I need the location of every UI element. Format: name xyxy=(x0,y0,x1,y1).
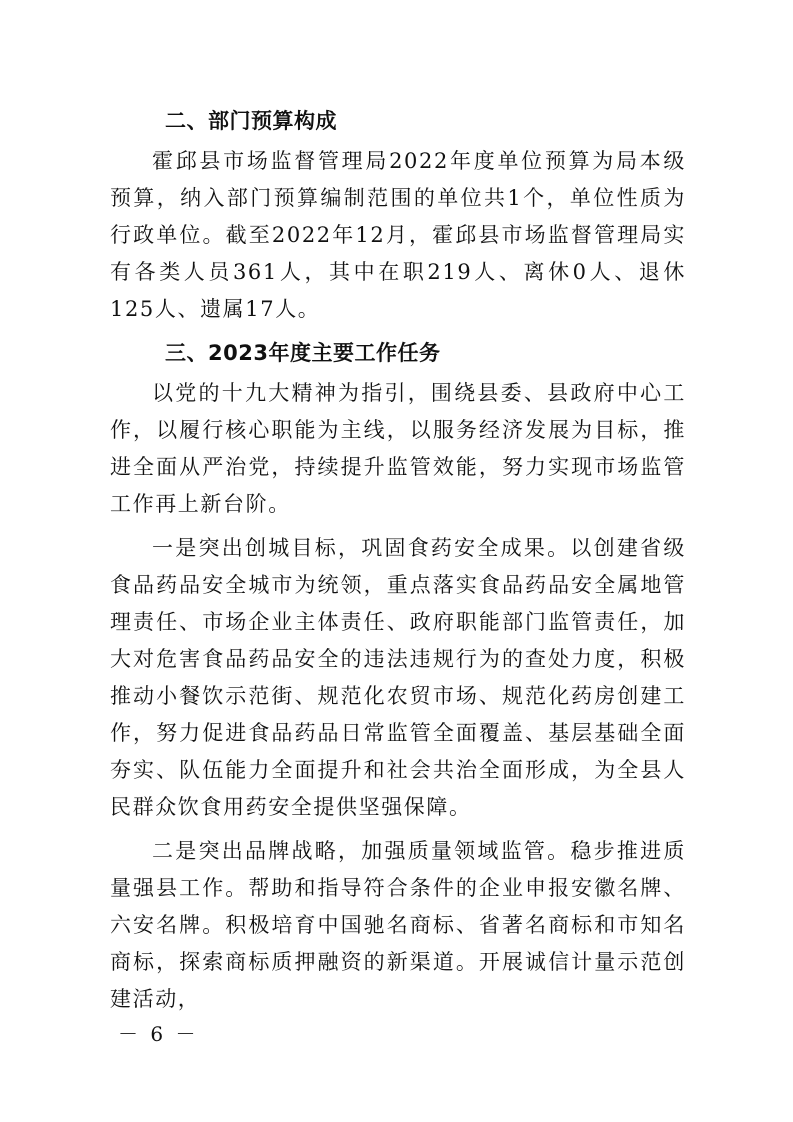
paragraph-guideline: 以党的十九大精神为指引，围绕县委、县政府中心工作，以履行核心职能为主线，以服务经济发展为目标，推进全面从严治党，持续提升监管效能，努力实现市场监管工作再上新台阶。 xyxy=(110,381,686,516)
document-body xyxy=(110,103,686,1025)
page-number: － 6 － xyxy=(118,1022,199,1046)
section-heading-main-tasks: 三、2023年度主要工作任务 xyxy=(165,341,441,365)
section-heading-budget-structure: 二、部门预算构成 xyxy=(165,109,337,133)
paragraph-quality-supervision: 二是突出品牌战略，加强质量领域监管。稳步推进质量强县工作。帮助和指导符合条件的企业申报安徽名牌、六安名牌。积极培育中国驰名商标、省著名商标和市知名商标，探索商标质押融资的新渠道。开展诚信计量示范创建活动， xyxy=(110,839,686,1011)
paragraph-budget-structure: 霍邱县市场监督管理局2022年度单位预算为局本级预算，纳入部门预算编制范围的单位共1个，单位性质为行政单位。截至2022年12月，霍邱县市场监督管理局实有各类人员361人，其中在职219人、离休0人、退休125人、遗属17人。 xyxy=(110,149,686,321)
paragraph-food-drug-safety: 一是突出创城目标，巩固食药安全成果。以创建省级食品药品安全城市为统领，重点落实食品药品安全属地管理责任、市场企业主体责任、政府职能部门监管责任，加大对危害食品药品安全的违法违规行为的查处力度，积极推动小餐饮示范街、规范化农贸市场、规范化药房创建工作，努力促进食品药品日常监管全面覆盖、基层基础全面夯实、队伍能力全面提升和社会共治全面形成，为全县人民群众饮食用药安全提供坚强保障。 xyxy=(110,536,686,819)
